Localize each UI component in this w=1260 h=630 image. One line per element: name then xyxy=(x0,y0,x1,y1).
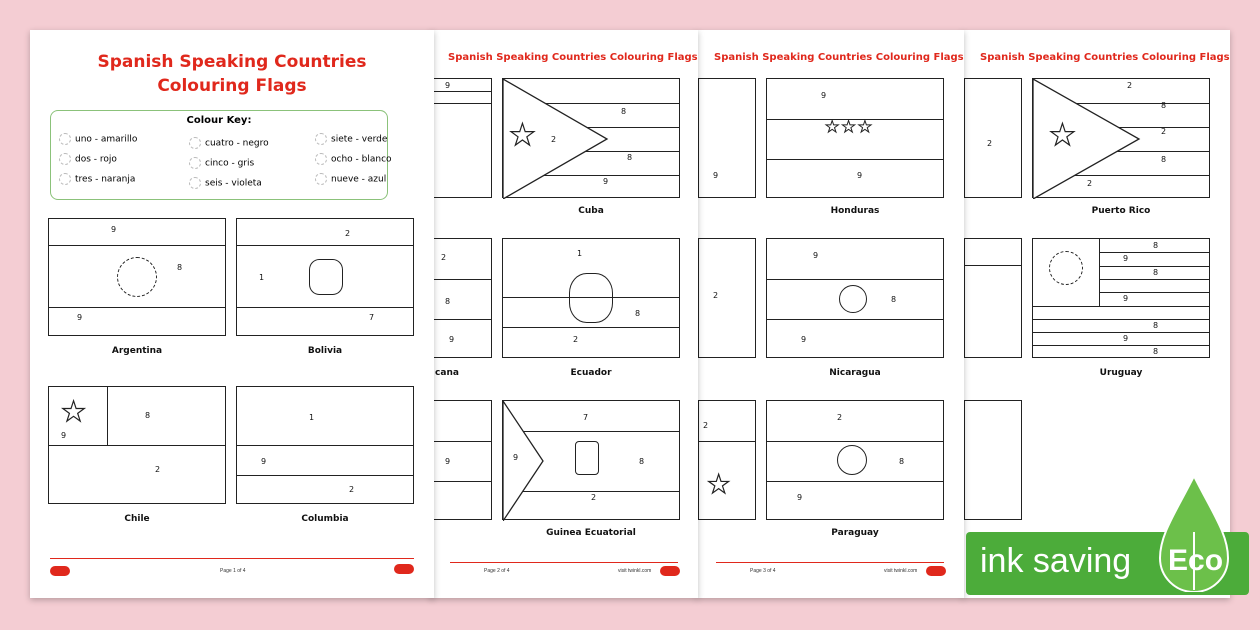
flag-number: 9 xyxy=(857,171,863,180)
flag-number: 8 xyxy=(627,153,633,162)
flag-caption: Columbia xyxy=(301,514,349,524)
flag-number: 9 xyxy=(445,81,451,90)
sun-icon xyxy=(59,153,71,165)
flag-number: 7 xyxy=(369,313,375,322)
flag-number: 2 xyxy=(441,253,447,262)
flag-number: 9 xyxy=(603,177,609,186)
flag-caption: Chile xyxy=(124,514,150,524)
flag-number: 2 xyxy=(349,485,355,494)
twinkl-logo xyxy=(926,566,946,576)
flag-number: 9 xyxy=(797,493,803,502)
flag-number: 8 xyxy=(635,309,641,318)
sun-icon xyxy=(315,173,327,185)
flag-number: 2 xyxy=(837,413,843,422)
sun-icon xyxy=(59,173,71,185)
flag-partial xyxy=(964,400,1022,520)
flag-paraguay xyxy=(766,400,944,520)
flag-partial xyxy=(432,238,492,358)
key-item: cinco - gris xyxy=(189,157,254,169)
sun-icon xyxy=(315,153,327,165)
flag-number: 9 xyxy=(1123,254,1129,263)
flag-number: 7 xyxy=(583,413,589,422)
flag-number: 9 xyxy=(111,225,117,234)
flag-number: 1 xyxy=(577,249,583,258)
flag-nicaragua xyxy=(766,238,944,358)
flag-caption: Nicaragua xyxy=(829,368,881,378)
flag-caption: cana xyxy=(435,368,459,378)
flag-number: 9 xyxy=(445,457,451,466)
flag-number: 8 xyxy=(445,297,451,306)
sun-icon xyxy=(315,133,327,145)
flag-bolivia xyxy=(236,218,414,336)
flag-caption: Puerto Rico xyxy=(1091,206,1151,216)
twinkl-logo xyxy=(394,564,414,574)
page-number: Page 2 of 4 xyxy=(484,568,510,574)
worksheet-page-1 xyxy=(30,30,434,598)
flag-partial xyxy=(432,400,492,520)
flag-number: 9 xyxy=(801,335,807,344)
flag-caption: Bolivia xyxy=(307,346,343,356)
flag-number: 9 xyxy=(449,335,455,344)
footer-url: visit twinkl.com xyxy=(884,568,918,574)
flag-number: 8 xyxy=(1153,347,1159,356)
sun-emblem xyxy=(117,257,157,297)
flag-partial xyxy=(964,238,1022,358)
flag-number: 9 xyxy=(813,251,819,260)
page-title: Spanish Speaking Countries Colouring Flags xyxy=(714,52,964,63)
key-item: siete - verde xyxy=(315,133,387,145)
flag-number: 9 xyxy=(1123,334,1129,343)
sun-icon xyxy=(59,133,71,145)
flag-number: 8 xyxy=(1153,321,1159,330)
colour-key-title: Colour Key: xyxy=(186,115,252,126)
key-item: nueve - azul xyxy=(315,173,386,185)
coat-of-arms-emblem xyxy=(575,441,599,475)
flag-number: 8 xyxy=(1161,155,1167,164)
star-icon: ★ xyxy=(1049,119,1076,152)
page-title-line2: Colouring Flags xyxy=(157,76,307,96)
page-title-line1: Spanish Speaking Countries xyxy=(97,52,367,72)
flag-number: 8 xyxy=(891,295,897,304)
flag-partial xyxy=(964,78,1022,198)
ink-saving-text: ink saving xyxy=(980,542,1132,580)
flag-number: 8 xyxy=(1153,241,1159,250)
flag-caption: Ecuador xyxy=(570,368,612,378)
flag-number: 8 xyxy=(639,457,645,466)
key-item: dos - rojo xyxy=(59,153,117,165)
flag-ecuador xyxy=(502,238,680,358)
flag-number: 2 xyxy=(703,421,709,430)
sun-icon xyxy=(189,137,201,149)
key-item: tres - naranja xyxy=(59,173,135,185)
worksheet-page-2 xyxy=(430,30,698,598)
star-icon: ★ xyxy=(509,119,536,152)
seal-emblem xyxy=(837,445,867,475)
flag-number: 1 xyxy=(259,273,265,282)
flag-partial xyxy=(698,78,756,198)
flag-caption: Uruguay xyxy=(1099,368,1143,378)
flag-number: 9 xyxy=(513,453,519,462)
sun-icon xyxy=(189,157,201,169)
flag-number: 2 xyxy=(551,135,557,144)
flag-number: 1 xyxy=(309,413,315,422)
sun-emblem xyxy=(1049,251,1083,285)
twinkl-logo xyxy=(660,566,680,576)
flag-partial xyxy=(432,78,492,198)
flag-number: 8 xyxy=(1161,101,1167,110)
star-icon: ★ xyxy=(61,396,87,427)
flag-number: 9 xyxy=(61,431,67,440)
flag-columbia xyxy=(236,386,414,504)
coat-of-arms-emblem xyxy=(309,259,343,295)
flag-caption: Guinea Ecuatorial xyxy=(546,528,636,538)
coat-of-arms-emblem xyxy=(569,273,613,323)
twinkl-logo xyxy=(50,566,70,576)
stars-icon: ★★★ xyxy=(825,119,875,136)
flag-number: 9 xyxy=(713,171,719,180)
sun-icon xyxy=(189,177,201,189)
worksheet-page-3 xyxy=(696,30,964,598)
flag-chile xyxy=(48,386,226,504)
flag-number: 9 xyxy=(1123,294,1129,303)
page-title: Spanish Speaking Countries Colouring Flags xyxy=(980,52,1230,63)
flag-guinea-ecuatorial xyxy=(502,400,680,520)
flag-number: 9 xyxy=(261,457,267,466)
flag-number: 8 xyxy=(177,263,183,272)
flag-cuba xyxy=(502,78,680,198)
flag-caption: Argentina xyxy=(111,346,163,356)
star-icon: ★ xyxy=(707,469,731,499)
colour-key xyxy=(50,110,392,200)
page-number: Page 3 of 4 xyxy=(750,568,776,574)
flag-number: 2 xyxy=(573,335,579,344)
flag-number: 9 xyxy=(821,91,827,100)
page-title: Spanish Speaking Countries Colouring Flags xyxy=(448,52,698,63)
key-item: seis - violeta xyxy=(189,177,262,189)
flag-number: 9 xyxy=(77,313,83,322)
flag-number: 2 xyxy=(987,139,993,148)
flag-caption: Cuba xyxy=(578,206,604,216)
flag-argentina xyxy=(48,218,226,336)
flag-number: 8 xyxy=(899,457,905,466)
page-number: Page 1 of 4 xyxy=(220,568,246,574)
flag-partial xyxy=(698,238,756,358)
flag-number: 8 xyxy=(145,411,151,420)
flag-number: 8 xyxy=(621,107,627,116)
flag-number: 2 xyxy=(345,229,351,238)
flag-caption: Honduras xyxy=(830,206,880,216)
flag-number: 2 xyxy=(1161,127,1167,136)
flag-number: 2 xyxy=(1087,179,1093,188)
flag-caption: Paraguay xyxy=(831,528,879,538)
flag-number: 8 xyxy=(1153,268,1159,277)
key-item: ocho - blanco xyxy=(315,153,392,165)
eco-label: Eco xyxy=(1168,544,1224,577)
triangle-emblem xyxy=(839,285,867,313)
flag-uruguay xyxy=(1032,238,1210,358)
key-item: uno - amarillo xyxy=(59,133,137,145)
flag-number: 2 xyxy=(591,493,597,502)
flag-partial xyxy=(698,400,756,520)
flag-number: 2 xyxy=(155,465,161,474)
flag-number: 2 xyxy=(713,291,719,300)
key-item: cuatro - negro xyxy=(189,137,269,149)
flag-honduras xyxy=(766,78,944,198)
footer-url: visit twinkl.com xyxy=(618,568,652,574)
flag-puerto-rico xyxy=(1032,78,1210,198)
ink-saving-badge xyxy=(966,532,1249,595)
flag-number: 2 xyxy=(1127,81,1133,90)
